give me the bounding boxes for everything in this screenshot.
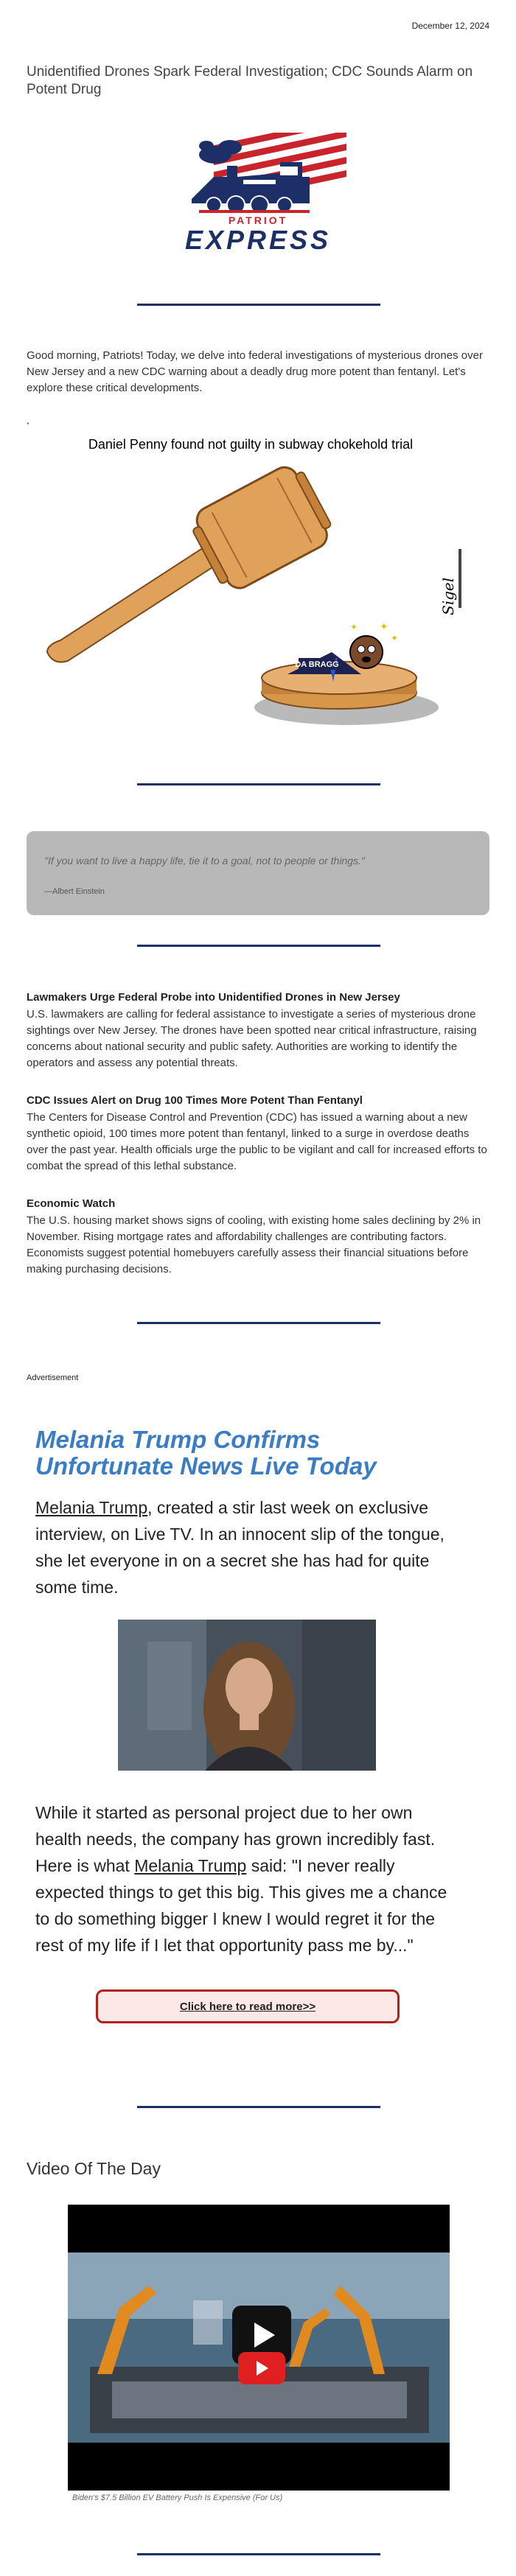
news-title: CDC Issues Alert on Drug 100 Times More Potent Than Fentanyl — [27, 1094, 363, 1107]
news-item — [27, 990, 491, 1071]
portrait-image — [118, 1620, 376, 1771]
ad-text: said: "I never really expected things to get this big. This gives me a chance to do something bigger I knew I would regret it for the rest of my life if I let that opportunity pass me by..." — [35, 1856, 447, 1955]
quote-author: —Albert Einstein — [44, 887, 105, 896]
bullet-mark: • — [27, 420, 29, 428]
news-body: The U.S. housing market shows signs of cooling, with existing home sales declining by 2% in November. Rising mortgage rates and affordability challenges are contributing factors. Economists suggest potential homebuyers carefully assess their financial situations before making purchasing decisions. — [27, 1214, 481, 1275]
issue-date: December 12, 2024 — [411, 21, 489, 31]
ad-photo[interactable] — [118, 1620, 376, 1771]
editorial-cartoon — [44, 431, 479, 737]
ad-paragraph — [35, 1494, 463, 1600]
ad-link[interactable]: Melania Trump — [35, 1498, 148, 1517]
issue-headline: Unidentified Drones Spark Federal Investigation; CDC Sounds Alarm on Potent Drug — [27, 64, 473, 97]
cartoon-label: DA BRAGG — [295, 660, 339, 669]
svg-text:✦: ✦ — [380, 620, 388, 632]
ad-paragraph — [35, 1799, 463, 1959]
news-body: U.S. lawmakers are calling for federal assistance to investigate a series of mysterious drone sightings over New Jersey. The drones have been spotted near critical infrastructure, raising concerns about national security and public safety. Authorities are working to identify the operators and assess any potential threats. — [27, 1008, 477, 1069]
video-section-title: Video Of The Day — [27, 2159, 161, 2178]
svg-text:✦: ✦ — [350, 622, 358, 632]
news-body: The Centers for Disease Control and Prevention (CDC) has issued a warning about a new synthetic opioid, 100 times more potent than fentanyl, linked to a surge in overdose deaths over the past year. Health officials urge the public to be vigilant and call for increased efforts to combat the spread of this lethal substance. — [27, 1111, 487, 1172]
news-item — [27, 1093, 491, 1175]
video-thumbnail[interactable] — [68, 2205, 450, 2491]
ad-text: , created a stir last week on exclusive interview, on Live TV. In an innocent slip of the tongue, she let everyone in on a secret she has had for quite some time. — [35, 1498, 444, 1597]
ad-title[interactable]: Melania Trump Confirms Unfortunate News Live Today — [35, 1426, 377, 1480]
quote-box — [27, 831, 489, 915]
ad-link[interactable]: Melania Trump — [134, 1856, 247, 1875]
cartoon-signature: Sigel — [439, 577, 457, 615]
logo-bottom-word: EXPRESS — [184, 225, 332, 255]
section-divider — [137, 2106, 380, 2108]
advertisement-label: Advertisement — [27, 1373, 79, 1382]
section-divider — [137, 1322, 380, 1324]
cartoon-caption: Daniel Penny found not guilty in subway chokehold trial — [88, 437, 414, 452]
intro-paragraph: Good morning, Patriots! Today, we delve into federal investigations of mysterious drones over New Jersey and a new CDC warning about a deadly drug more potent than fentanyl. Let's explore these critical developments. — [27, 349, 483, 394]
read-more-button[interactable]: Click here to read more>> — [96, 1989, 400, 2023]
news-title: Economic Watch — [27, 1197, 116, 1210]
logo-top-word: PATRIOT — [228, 214, 288, 226]
patriot-express-logo — [170, 133, 346, 265]
youtube-icon — [238, 2352, 285, 2384]
svg-text:✦: ✦ — [391, 633, 399, 643]
section-divider — [137, 304, 380, 306]
news-title: Lawmakers Urge Federal Probe into Unidentified Drones in New Jersey — [27, 991, 400, 1004]
video-caption: Biden's $7.5 Billion EV Battery Push Is Expensive (For Us) — [72, 2493, 283, 2502]
section-divider — [137, 945, 380, 947]
ad-text: While it started as personal project due to her own health needs, the company has grown incredibly fast. Here is what — [35, 1803, 436, 1875]
section-divider — [137, 783, 380, 785]
news-item — [27, 1197, 491, 1278]
section-divider — [137, 2553, 380, 2555]
quote-text: "If you want to live a happy life, tie it to a goal, not to people or things." — [44, 855, 365, 867]
